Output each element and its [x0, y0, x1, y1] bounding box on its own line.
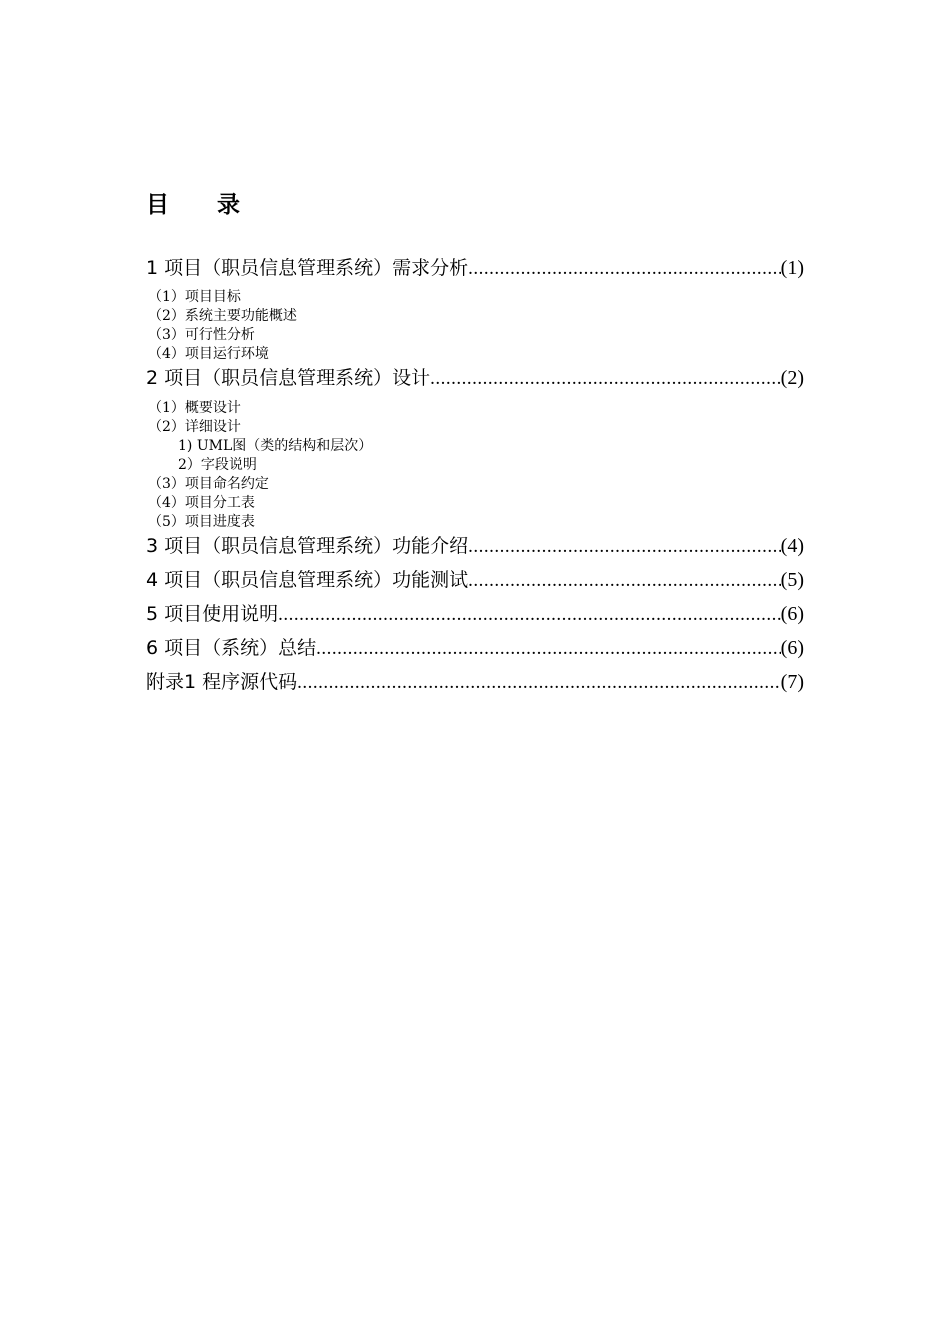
toc-entry-label: 2 项目（职员信息管理系统）设计	[146, 367, 431, 389]
toc-entry[interactable]	[146, 531, 804, 558]
toc-page-number: (6)	[780, 637, 804, 659]
toc-subentry[interactable]: （4）项目运行环境	[148, 346, 269, 362]
toc-page-number: (6)	[780, 603, 804, 625]
toc-page-number: (5)	[780, 569, 804, 591]
toc-entry[interactable]	[146, 667, 804, 694]
toc-dot-leader	[468, 570, 781, 592]
toc-entry[interactable]	[146, 599, 804, 626]
toc-subsubentry[interactable]: 1) UML图（类的结构和层次）	[178, 438, 373, 454]
toc-entry-label: 附录1 程序源代码	[146, 671, 298, 693]
toc-entry-label: 1 项目（职员信息管理系统）需求分析	[146, 257, 469, 279]
toc-entry[interactable]	[146, 633, 804, 660]
toc-entry-label: 3 项目（职员信息管理系统）功能介绍	[146, 535, 469, 557]
toc-title: 目 录	[146, 192, 261, 218]
toc-entry[interactable]	[146, 253, 804, 280]
toc-dot-leader	[297, 672, 781, 694]
toc-subentry[interactable]: （5）项目进度表	[148, 514, 255, 530]
toc-subentry[interactable]: （2）系统主要功能概述	[148, 308, 297, 324]
toc-subentry[interactable]: （2）详细设计	[148, 419, 241, 435]
toc-entry-label: 5 项目使用说明	[146, 603, 279, 625]
toc-entry-label: 6 项目（系统）总结	[146, 637, 317, 659]
toc-page-number: (7)	[780, 671, 804, 693]
toc-subentry[interactable]: （4）项目分工表	[148, 495, 255, 511]
toc-entry-label: 4 项目（职员信息管理系统）功能测试	[146, 569, 469, 591]
toc-subentry[interactable]: （3）可行性分析	[148, 327, 255, 343]
toc-page-number: (4)	[780, 535, 804, 557]
toc-page-number: (2)	[780, 367, 804, 389]
toc-subentry[interactable]: （1）项目目标	[148, 289, 241, 305]
toc-page-number: (1)	[780, 257, 804, 279]
toc-subsubentry[interactable]: 2）字段说明	[178, 457, 257, 473]
toc-dot-leader	[468, 536, 781, 558]
toc-dot-leader	[468, 258, 781, 280]
toc-dot-leader	[430, 368, 781, 390]
toc-subentry[interactable]: （3）项目命名约定	[148, 476, 269, 492]
toc-entry[interactable]	[146, 565, 804, 592]
toc-dot-leader	[316, 638, 781, 660]
toc-dot-leader	[278, 604, 781, 626]
toc-entry[interactable]	[146, 363, 804, 390]
toc-subentry[interactable]: （1）概要设计	[148, 400, 241, 416]
